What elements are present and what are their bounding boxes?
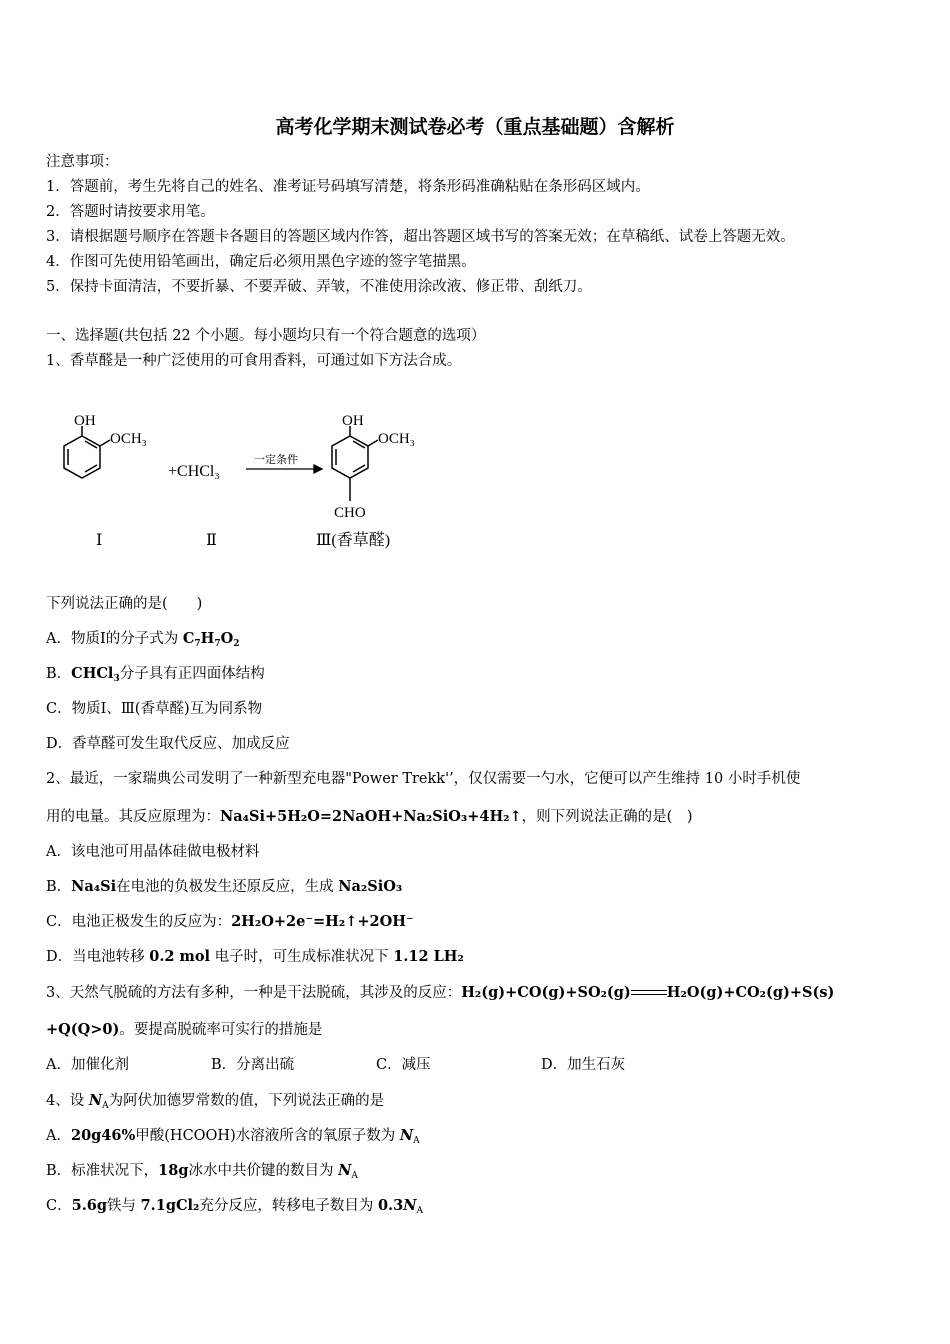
question-1-option-c: C．物质Ⅰ、Ⅲ(香草醛)互为同系物 [46, 701, 263, 717]
question-3-stem-line2: +Q(Q>0)。要提高脱硫率可实行的措施是 [46, 1021, 323, 1038]
page-title: 高考化学期末测试卷必考（重点基础题）含解析 [275, 116, 675, 138]
oh-label-1: OH [74, 413, 96, 429]
notice-item: 1．答题前，考生先将自己的姓名、准考证号码填写清楚，将条形码准确粘贴在条形码区域内。 [46, 179, 650, 195]
question-3-option-a: A．加催化剂 [46, 1057, 129, 1073]
och3-label-1: OCH₃ [110, 431, 147, 447]
compound-label-3: Ⅲ(香草醛) [316, 532, 391, 549]
notice-item: 5．保持卡面清洁，不要折暴、不要弄破、弄皱，不准使用涂改液、修正带、刮纸刀。 [46, 279, 592, 295]
oh-label-3: OH [342, 413, 364, 429]
condition-label: 一定条件 [254, 453, 298, 466]
question-3-option-d: D．加生石灰 [541, 1057, 626, 1073]
notice-item: 3．请根据题号顺序在答题卡各题目的答题区域内作答，超出答题区域书写的答案无效；在草稿纸、试卷上答题无效。 [46, 229, 795, 245]
option-text: A．物质Ⅰ的分子式为 [46, 631, 183, 647]
question-1-option-a [46, 629, 240, 654]
notice-heading: 注意事项： [46, 154, 119, 170]
equilibrium-arrow [631, 988, 667, 998]
question-4-stem: 4、设 $N_A$为阿伏加德罗常数的值，下列说法正确的是 [46, 1092, 385, 1111]
question-3-stem-line1: 3、天然气脱硫的方法有多种，一种是干法脱硫，其涉及的反应：H₂(g)+CO(g)+SO₂(g) H₂O(g)+CO₂(g)+S(s) [46, 984, 835, 1001]
question-1-stem: 1、香草醛是一种广泛使用的可食用香料，可通过如下方法合成。 [46, 353, 462, 369]
formula: $C_7H_7O_2$ [182, 630, 240, 649]
notice-item: 4．作图可先使用铅笔画出，确定后必须用黑色字迹的签字笔描黑。 [46, 254, 476, 270]
question-2-option-c: C．电池正极发生的反应为：2H₂O+2e⁻=H₂↑+2OH⁻ [46, 913, 414, 930]
reagent-label: +CHCl₃ [168, 463, 220, 480]
compound-label-1: Ⅰ [96, 532, 103, 549]
formula: CHCl$_3$ [71, 665, 120, 684]
compound-label-2: Ⅱ [206, 532, 217, 549]
section-heading: 一、选择题(共包括 22 个小题。每小题均只有一个符合题意的选项） [46, 328, 486, 344]
reaction-scheme [46, 405, 426, 555]
benzene-ring-1 [64, 426, 110, 478]
question-3-option-b: B．分离出硫 [211, 1057, 295, 1073]
question-2-option-b: B．Na₄Si在电池的负极发生还原反应，生成 Na₂SiO₃ [46, 878, 403, 895]
notice-item: 2．答题时请按要求用笔。 [46, 204, 215, 220]
question-2-option-d: D．当电池转移 0.2 mol 电子时，可生成标准状况下 1.12 LH₂ [46, 948, 464, 965]
reaction-equation: Na₄Si+5H₂O=2NaOH+Na₂SiO₃+4H₂↑ [220, 808, 522, 825]
reaction-arrow [246, 465, 322, 473]
question-3-option-c: C．减压 [376, 1057, 431, 1073]
och3-label-3: OCH₃ [378, 431, 415, 447]
question-4-option-b: B．标准状况下，18g冰水中共价键的数目为 $N_A$ [46, 1162, 358, 1181]
cho-label: CHO [334, 505, 366, 521]
question-4-option-a: A．20g46%甲酸(HCOOH)水溶液所含的氧原子数为 $N_A$ [46, 1127, 420, 1146]
question-2-stem-line2: 用的电量。其反应原理为：Na₄Si+5H₂O=2NaOH+Na₂SiO₃+4H₂↑，则下列说法正确的是( ) [46, 808, 693, 825]
question-1-prompt: 下列说法正确的是( ) [46, 596, 203, 612]
question-1-option-d: D．香草醛可发生取代反应、加成反应 [46, 736, 290, 752]
question-1-option-b: B．CHCl$_3$分子具有正四面体结构 [46, 665, 265, 684]
question-2-option-a: A．该电池可用晶体硅做电极材料 [46, 844, 260, 860]
question-3-options [46, 1055, 625, 1075]
question-2-stem-line1: 2、最近，一家瑞典公司发明了一种新型充电器"Power Trekk'’，仅仅需要一勺水，它便可以产生维持 10 小时手机使 [46, 771, 801, 787]
question-4-option-c: C．5.6g铁与 7.1gCl₂充分反应，转移电子数目为 $0.3N_A$ [46, 1197, 423, 1216]
benzene-ring-3 [332, 426, 378, 501]
